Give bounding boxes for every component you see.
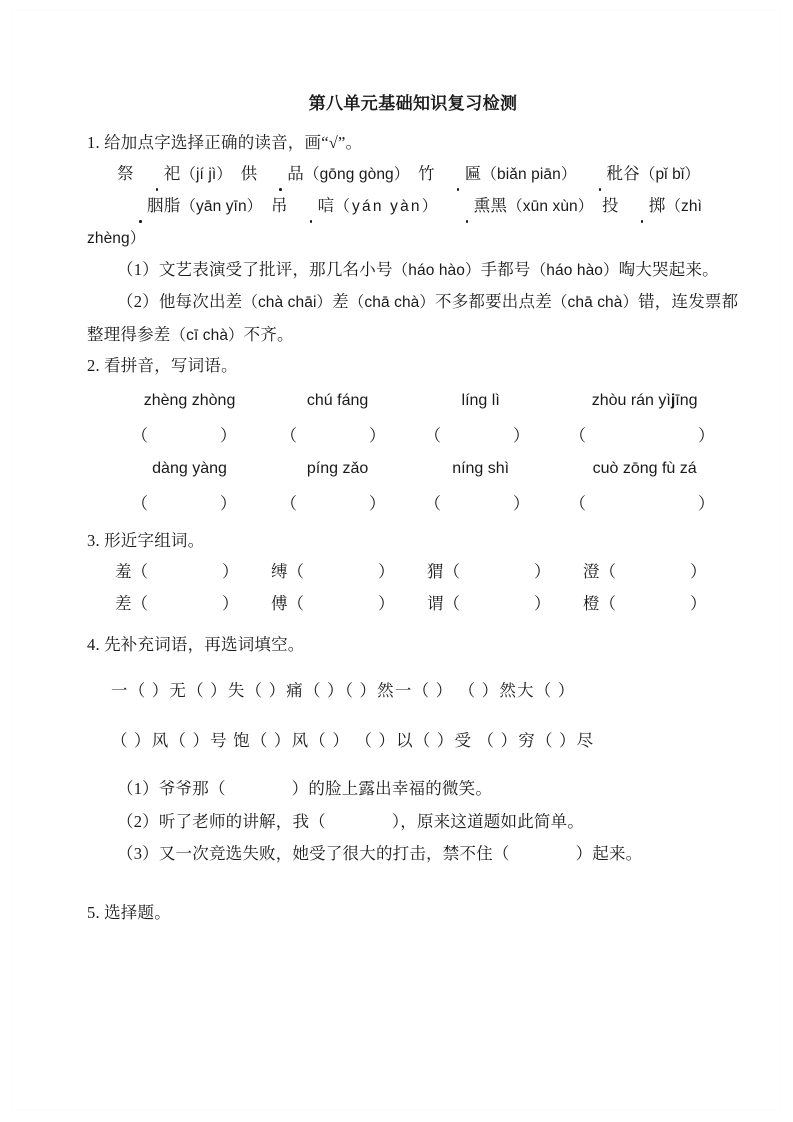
question-5 (87, 900, 739, 926)
q1-sentence-2-text-c: 不多都要出点差 (435, 292, 552, 312)
q4-sentence-2-text-b: ），原来这道题如此简单。 (391, 811, 585, 831)
q3-blank[interactable]: 澄（ ） (583, 562, 707, 581)
q1-pinyin-choice[interactable]: （biǎn piān） (481, 165, 577, 183)
q1-sentence-1-text-c: 啕大哭起来。 (618, 260, 719, 280)
q4-sentence-1 (87, 773, 739, 805)
q3-blank[interactable]: 缚（ ） (271, 562, 395, 581)
spacer (87, 872, 739, 900)
q1-sentence-2-choice-2[interactable]: （chā chà） (348, 294, 435, 312)
q1-dotted-char: 掷 (619, 190, 666, 222)
q1-word-char: 吊 (270, 195, 288, 215)
q2-pinyin-cell: dàng yàng (152, 460, 227, 478)
q1-sentence-2 (87, 286, 739, 350)
question-2-heading: 2. 看拼音，写词语。 (87, 355, 238, 375)
question-4 (87, 632, 739, 870)
q3-blank[interactable]: 谓（ ） (427, 594, 551, 614)
q1-item (271, 196, 440, 215)
q4-sentence-2 (87, 806, 739, 838)
question-1-heading: 1. 给加点字选择正确的读音，画“√”。 (87, 133, 363, 152)
q2-answer-row-2 (87, 490, 739, 514)
q3-blank[interactable]: 橙（ ） (583, 594, 707, 614)
q2-pinyin-cell: líng lì (461, 392, 500, 410)
q3-row-2 (87, 588, 739, 620)
q4-idiom-row-1[interactable]: 一（ ）无（ ）失（ ）痛（ ）（ ）然一（ ） （ ）然大（ ） (111, 681, 576, 701)
document-content (87, 89, 739, 927)
question-3 (87, 528, 739, 620)
q4-sentence-3-text-b: ）起来。 (575, 843, 643, 863)
q1-sentence-1-choice-1[interactable]: （háo hào） (392, 262, 481, 280)
q1-sentence-2-text-b: 差 (332, 292, 349, 312)
q1-sentence-2-text-d: 错，连发票都整理得参差 (87, 292, 739, 344)
q2-answer-blank[interactable]: （ ） (569, 494, 715, 514)
q2-answer-blank[interactable]: （ ） (280, 494, 386, 514)
question-2 (87, 353, 739, 515)
q1-pinyin-choice[interactable]: （yān yīn） (180, 197, 263, 215)
q2-pinyin-row-2 (87, 460, 739, 478)
q1-pinyin-choice[interactable]: （zhì zhèng） (87, 197, 703, 247)
q1-pinyin-choice[interactable]: （gōng gòng） (303, 165, 410, 183)
q2-answer-row-1 (87, 422, 739, 446)
q2-answer-blank[interactable]: （ ） (280, 426, 386, 446)
q1-dotted-char: 胭 (117, 190, 164, 222)
q1-word-char: 供 (240, 163, 258, 183)
q1-sentence-2-choice-1[interactable]: （chà chāi） (242, 294, 333, 312)
q1-word-char: 竹 (418, 163, 435, 183)
q1-word-char: 黑 (490, 195, 508, 215)
q2-answer-blank[interactable]: （ ） (131, 426, 237, 446)
q1-sentence-2-choice-4[interactable]: （cī chà） (170, 326, 244, 344)
q1-dotted-char: 秕 (576, 158, 623, 190)
q2-pinyin-cell: níng shì (452, 460, 510, 478)
q1-item (117, 164, 232, 183)
q1-pinyin-row-1 (87, 158, 739, 190)
q1-sentence-2-text-e: 不齐。 (243, 324, 294, 344)
q1-dotted-char: 唁 (288, 190, 335, 222)
q4-sentence-2-text-a: （2）听了老师的讲解，我（ (117, 811, 326, 831)
q1-dotted-char: 祀 (134, 158, 181, 190)
q3-blank[interactable]: 猬（ ） (427, 562, 551, 581)
q2-pinyin-bold-initial: j (670, 392, 676, 410)
q2-answer-blank[interactable]: （ ） (424, 426, 530, 446)
q1-word-char: 投 (602, 195, 619, 215)
question-3-heading: 3. 形近字组词。 (87, 531, 205, 551)
q2-pinyin-cell: cuò zōng fù zá (592, 460, 697, 478)
q4-sentence-3-text-a: （3）又一次竞选失败，她受了很大的打击，禁不住（ (117, 843, 510, 863)
q1-item (444, 196, 594, 215)
q1-item (576, 164, 700, 183)
question-1 (87, 130, 739, 351)
q1-sentence-1-text-a: （1）文艺表演受了批评，那几名小号 (117, 260, 393, 280)
q1-pinyin-choice[interactable]: （xūn xùn） (507, 197, 594, 215)
q1-item (241, 164, 410, 183)
q2-answer-blank[interactable]: （ ） (131, 494, 237, 514)
q1-dotted-char: 品 (257, 158, 304, 190)
q1-pinyin-choice[interactable]: （yán yàn） (334, 197, 440, 215)
q1-dotted-char: 匾 (435, 158, 482, 190)
q3-row-1 (87, 556, 739, 588)
q1-word-char: 谷 (623, 163, 640, 183)
q4-idiom-row-2[interactable]: （ ）风（ ）号 饱（ ）风（ ） （ ）以（ ）受 （ ）穷（ ）尽 (111, 730, 595, 750)
q3-blank[interactable]: 傅（ ） (271, 594, 395, 614)
page-title: 第八单元基础知识复习检测 (308, 94, 518, 113)
q1-sentence-2-choice-3[interactable]: （chā chà） (551, 294, 639, 312)
q1-pinyin-choice[interactable]: （pǐ bǐ） (639, 165, 700, 183)
q1-word-char: 脂 (163, 195, 181, 215)
page-frame (12, 10, 781, 1110)
q1-sentence-1-choice-2[interactable]: （háo hào） (530, 262, 619, 280)
q4-sentence-1-text-b: ）的脸上露出幸福的微笑。 (291, 779, 493, 799)
q2-pinyin-cell: zhòu rán yìjīng (591, 392, 698, 410)
q1-pinyin-row-2 (87, 190, 739, 254)
question-5-heading: 5. 选择题。 (87, 902, 171, 922)
q4-sentence-3 (87, 838, 739, 870)
q3-blank[interactable]: 差（ ） (115, 594, 239, 614)
q1-item (117, 196, 262, 215)
q1-word-char: 祭 (117, 163, 134, 183)
q2-pinyin-cell: zhèng zhòng (143, 392, 236, 410)
q2-answer-blank[interactable]: （ ） (569, 426, 715, 446)
q1-sentence-1-text-b: 手都号 (480, 260, 531, 280)
q1-dotted-char: 熏 (444, 190, 491, 222)
q1-pinyin-choice[interactable]: （jí jì） (180, 165, 232, 183)
q3-blank[interactable]: 羞（ ） (115, 562, 239, 581)
q1-sentence-2-text-a: （2）他每次出差 (117, 292, 243, 312)
q2-pinyin-row-1 (87, 392, 739, 410)
q2-answer-blank[interactable]: （ ） (424, 494, 530, 514)
q2-pinyin-cell: píng zǎo (306, 460, 369, 478)
question-4-heading: 4. 先补充词语，再选词填空。 (87, 635, 305, 655)
q2-pinyin-cell: chú fáng (306, 392, 369, 410)
q4-sentence-1-text-a: （1）爷爷那（ (117, 779, 226, 799)
q1-sentence-1 (87, 254, 739, 286)
q1-item (418, 164, 576, 183)
